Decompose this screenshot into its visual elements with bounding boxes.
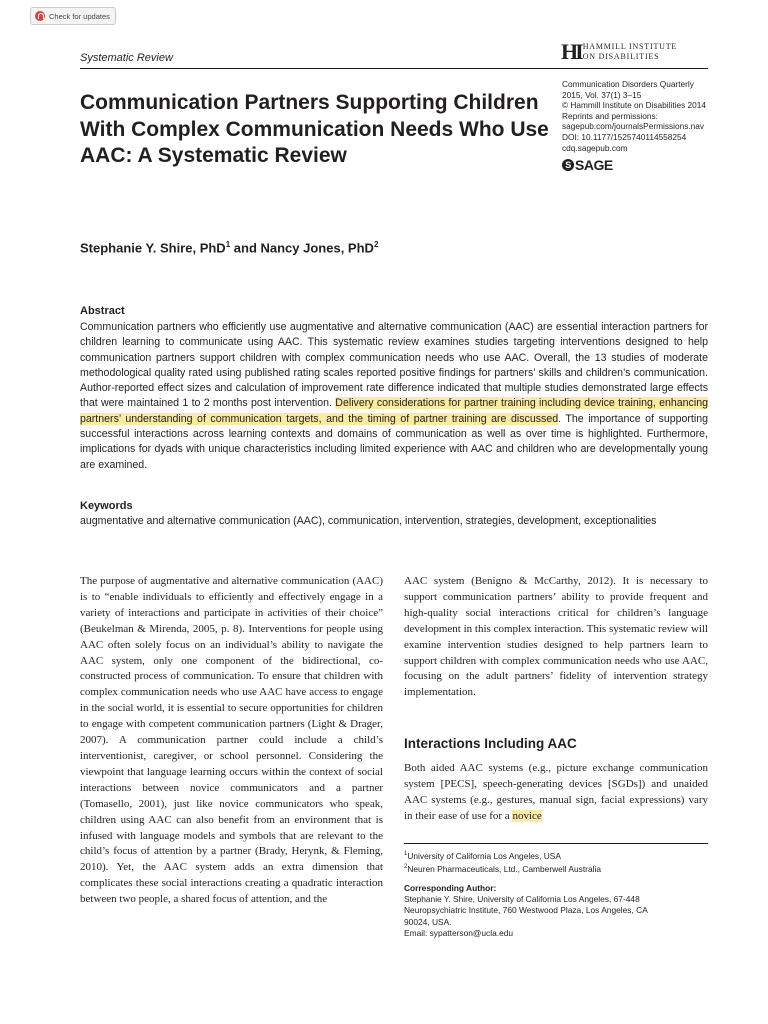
publisher-name xyxy=(583,42,677,62)
corresponding-author-line2: Neuropsychiatric Institute, 760 Westwood Plaza, Los Angeles, CA xyxy=(404,905,648,916)
sage-logo-icon: S xyxy=(562,159,574,171)
copyright: © Hammill Institute on Disabilities 2014 xyxy=(562,100,706,111)
update-badge-icon xyxy=(35,11,45,21)
doi-link[interactable]: DOI: 10.1177/1525740114558254 xyxy=(562,131,687,142)
section-heading: Interactions Including AAC xyxy=(404,736,577,751)
body-left-column: The purpose of augmentative and alternative communication (AAC) is to “enable individuals to efficiently and effectively engage in a variety of interactions and participate in activities of their choice” (Beukelman & Mirenda, 2005, p. 8). Interventions for people using AAC often solely focus on an individual’s ability to navigate the AAC system, only one component of the bidirectional, co-constructed process of communication. To ensure that children with complex communication needs who use AAC have access to engage in the social world, it is essential to secure opportunities for children to engage with competent communication partners (Light & Drager, 2007). A communication partner could include a child’s interventionist, caregiver, or school personnel. Considering the viewpoint that language learning occurs within the context of social interactions between novice communicators and a partner (Tomasello, 2001), just like novice communicators who speak, children using AAC can also benefit from an environment that is infused with language models and symbols that are relevant to the child’s focus of attention by a partner (Brady, Herynk, & Fleming, 2010). Yet, the AAC system adds an extra dimension that complicates these social interactions creating a quadratic interaction between two people, a shared focus of attention, and the xyxy=(80,575,383,906)
abstract-text-part2: . The importance of supporting successful interactions across learning contexts and domains of communication as well as over time is highlighted. Furthermore, implications for dyads with unique characteristics including limited experience with AAC and children who are developmentally young are examined. xyxy=(80,412,708,471)
publisher-name-line2: ON DISABILITIES xyxy=(582,52,660,61)
publisher-mark: HI xyxy=(561,39,581,64)
author-line xyxy=(80,240,378,255)
corresponding-author-heading: Corresponding Author: xyxy=(404,883,497,893)
author-1-affiliation-mark: 1 xyxy=(225,240,231,249)
reprints-link[interactable]: sagepub.com/journalsPermissions.nav xyxy=(562,121,705,132)
author-1: Stephanie Y. Shire, PhD xyxy=(80,240,226,256)
corresponding-author-email[interactable]: Email: sypatterson@ucla.edu xyxy=(404,927,514,938)
section-label: Systematic Review xyxy=(80,52,173,64)
affiliation-2 xyxy=(404,862,714,875)
sage-logo-text: SAGE xyxy=(575,157,613,173)
abstract-heading: Abstract xyxy=(80,305,125,317)
keywords-text: augmentative and alternative communication (AAC), communication, intervention, strategies, development, exceptionalities xyxy=(80,515,657,527)
body-right-column-bottom xyxy=(404,761,708,825)
abstract-highlighted-text[interactable]: Delivery considerations for partner training including device training, enhancing partners’ understanding of communication targets, and the timing of partner training are discussed xyxy=(80,397,708,425)
journal-info xyxy=(562,79,722,153)
affiliation-1-mark: 1 xyxy=(404,851,408,857)
reprints-label: Reprints and permissions: xyxy=(562,110,658,121)
author-conjunction: and xyxy=(230,240,261,256)
check-for-updates-label: Check for updates xyxy=(49,11,110,21)
paper-title: Communication Partners Supporting Children With Complex Communication Needs Who Use AAC: A Systematic Review xyxy=(80,91,549,167)
author-2: Nancy Jones, PhD xyxy=(260,240,374,256)
affiliation-1-text: University of California Los Angeles, USA xyxy=(407,850,561,861)
corresponding-author-line1: Stephanie Y. Shire, University of California Los Angeles, 67-448 xyxy=(404,894,640,905)
publisher-name-line1: HAMMILL INSTITUTE xyxy=(582,42,678,51)
journal-site-link[interactable]: cdq.sagepub.com xyxy=(562,142,628,153)
affiliation-2-text: Neuren Pharmaceuticals, Ltd., Camberwell Australia xyxy=(407,863,601,874)
abstract-text xyxy=(80,320,708,473)
affiliation-2-mark: 2 xyxy=(404,864,408,870)
footnotes xyxy=(404,849,714,939)
sage-logo xyxy=(562,157,613,173)
journal-name: Communication Disorders Quarterly xyxy=(562,79,694,89)
highlighted-word[interactable]: novice xyxy=(512,809,542,822)
body-right-column-top: AAC system (Benigno & McCarthy, 2012). It is necessary to support communication partners’ ability to provide frequent and high-quality social interactions critical for children’s language development in this complex interaction. This systematic review will examine intervention studies designed to help partners learn to support children with complex communication needs who use AAC, focusing on the adult partners’ fidelity of intervention strategy implementation. xyxy=(404,575,708,699)
journal-volume: 2015, Vol. 37(1) 3–15 xyxy=(562,89,642,100)
corresponding-author-line3: 90024, USA. xyxy=(404,916,452,927)
abstract-text-part1: Communication partners who efficiently use augmentative and alternative communication (AAC) are essential interaction partners for children learning to communicate using AAC. This systematic review examines studies targeting interventions designed to help communication partners support children with complex communication needs who use AAC. Overall, the 13 studies of moderate methodological quality rated using published rating scales reported positive findings for partners’ skills and children’s communication. Author-reported effect sizes and calculation of improvement rate difference indicated that multiple studies demonstrated large effects that were maintained 1 to 2 months post intervention. xyxy=(80,321,708,410)
footnote-rule xyxy=(404,843,708,844)
check-for-updates-button[interactable] xyxy=(30,7,116,25)
body-right-column-bottom-text: Both aided AAC systems (e.g., picture exchange communication system [PECS], speech-generating devices [SGDs]) and unaided AAC systems (e.g., gestures, manual sign, facial expressions) vary in their ease of use for a xyxy=(404,762,708,822)
keywords-heading: Keywords xyxy=(80,500,133,512)
affiliation-1 xyxy=(404,849,714,862)
publisher-logo xyxy=(561,39,678,64)
header-rule xyxy=(80,68,708,69)
author-2-affiliation-mark: 2 xyxy=(373,240,379,249)
